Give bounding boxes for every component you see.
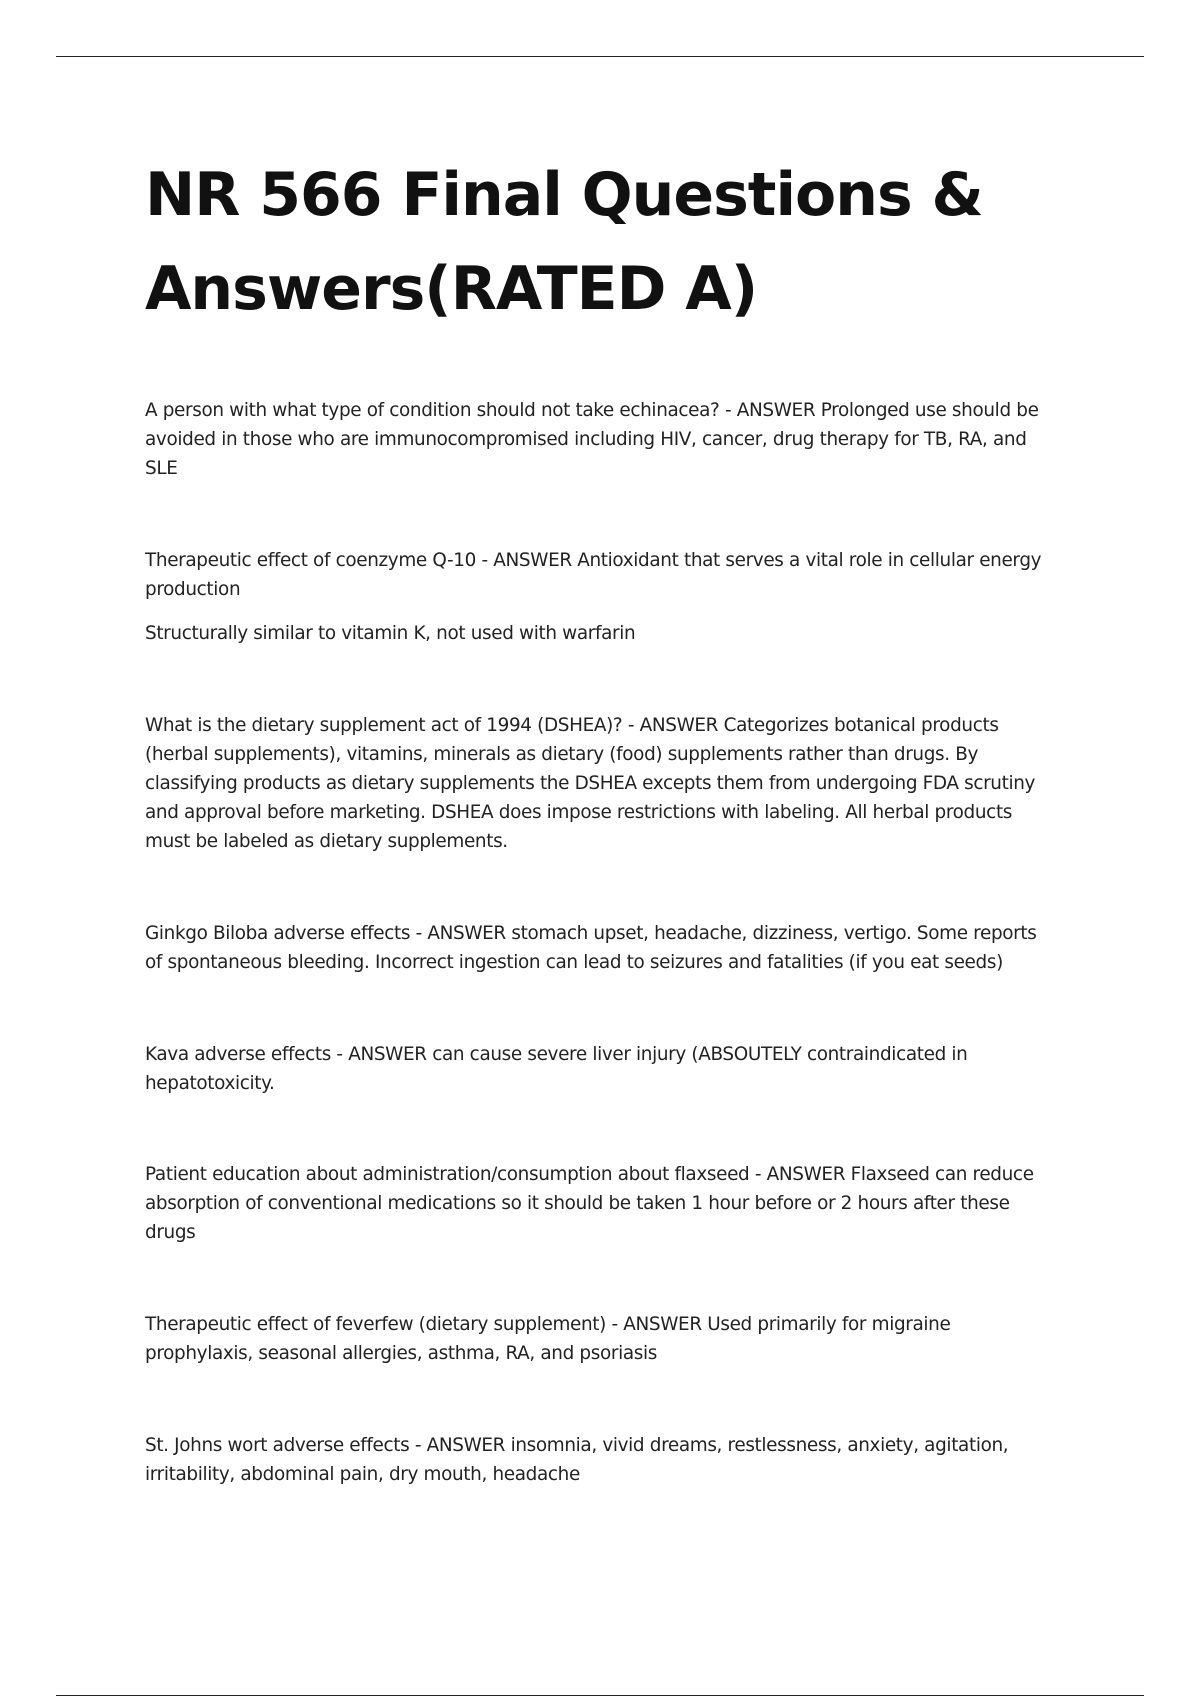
qa-entry-feverfew <box>145 1310 1055 1368</box>
qa-text: Ginkgo Biloba adverse effects - ANSWER stomach upset, headache, dizziness, vertigo. Some reports of spontaneous bleeding. Incorrect ingestion can lead to seizures and fatalities (if you eat seeds) <box>145 923 1037 973</box>
qa-entry-coenzyme-q10 <box>145 546 1055 648</box>
qa-text: Therapeutic effect of feverfew (dietary supplement) - ANSWER Used primarily for migraine prophylaxis, seasonal allergies, asthma, RA, and psoriasis <box>145 1314 951 1364</box>
qa-entry-kava <box>145 1040 1055 1098</box>
top-divider <box>56 56 1144 57</box>
qa-text: Therapeutic effect of coenzyme Q-10 - ANSWER Antioxidant that serves a vital role in cellular energy production <box>145 550 1042 600</box>
qa-text: What is the dietary supplement act of 1994 (DSHEA)? - ANSWER Categorizes botanical products (herbal supplements), vitamins, minerals as dietary (food) supplements rather than drugs. By classifying products as dietary supplements the DSHEA excepts them from undergoing FDA scrutiny and approval before marketing. DSHEA does impose restrictions with labeling. All herbal products must be labeled as dietary supplements. <box>145 715 1036 852</box>
qa-entry-st-johns-wort <box>145 1431 1055 1489</box>
qa-entry-echinacea <box>145 396 1055 483</box>
qa-text: Patient education about administration/consumption about flaxseed - ANSWER Flaxseed can reduce absorption of conventional medications so it should be taken 1 hour before or 2 hours after these drugs <box>145 1164 1034 1243</box>
qa-text: Kava adverse effects - ANSWER can cause severe liver injury (ABSOUTELY contraindicated in hepatotoxicity. <box>145 1044 968 1094</box>
qa-text: Structurally similar to vitamin K, not used with warfarin <box>145 623 636 644</box>
qa-entry-dshea <box>145 711 1055 856</box>
qa-text: St. Johns wort adverse effects - ANSWER insomnia, vivid dreams, restlessness, anxiety, agitation, irritability, abdominal pain, dry mouth, headache <box>145 1435 1009 1485</box>
qa-entry-flaxseed <box>145 1160 1055 1247</box>
qa-entry-ginkgo <box>145 919 1055 977</box>
document-title: NR 566 Final Questions & Answers(RATED A) <box>145 160 983 324</box>
bottom-divider <box>56 1695 1144 1696</box>
qa-text: A person with what type of condition should not take echinacea? - ANSWER Prolonged use should be avoided in those who are immunocompromised including HIV, cancer, drug therapy for TB, RA, and SLE <box>145 400 1039 479</box>
